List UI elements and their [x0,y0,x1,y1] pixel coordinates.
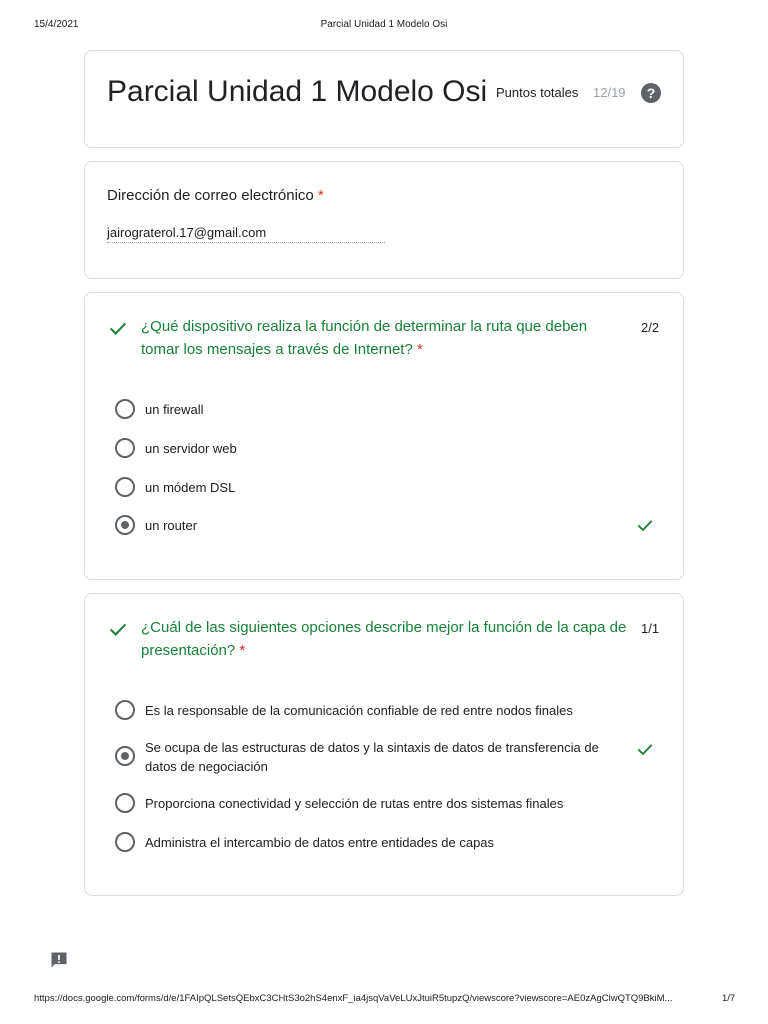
feedback-icon[interactable] [49,950,69,970]
option-label: Administra el intercambio de datos entre entidades de capas [145,835,495,850]
form-title-card [84,50,684,148]
option-label: Es la responsable de la comunicación confiable de red entre nodos finales [145,703,573,718]
total-points-label: Puntos totales [496,85,579,100]
radio-selected-icon[interactable] [115,515,135,535]
email-card [84,161,684,279]
option-label: Proporciona conectividad y selección de rutas entre dos sistemas finales [145,796,564,811]
page-number: 1/7 [722,993,736,1004]
print-title: Parcial Unidad 1 Modelo Osi [320,19,448,30]
radio-icon[interactable] [115,477,135,497]
correct-check-icon [107,317,129,339]
required-asterisk: * [416,341,423,358]
question-title-line1: ¿Cuál de las siguientes opciones describe mejor la función de la capa de [141,619,627,636]
print-date: 15/4/2021 [34,19,79,30]
question-score: 2/2 [641,320,660,335]
question-title [141,616,641,662]
radio-icon[interactable] [115,793,135,813]
question-score: 1/1 [641,621,660,636]
option-label: Se ocupa de las estructuras de datos y la sintaxis de datos de transferencia de datos de negociación [145,740,599,774]
print-header [0,19,768,33]
radio-icon[interactable] [115,399,135,419]
option-label: un módem DSL [145,480,236,495]
total-points-value: 12/19 [593,85,626,100]
correct-check-icon [107,618,129,640]
radio-icon[interactable] [115,700,135,720]
correct-check-icon [635,739,655,759]
option-label: un servidor web [145,441,237,456]
question-title [141,315,641,361]
question-title-line2: tomar los mensajes a través de Internet? [141,341,413,358]
correct-check-icon [635,515,655,535]
option-label: un router [145,518,198,533]
help-icon[interactable]: ? [641,83,661,103]
option-label: un firewall [145,402,204,417]
question-card-2 [84,593,684,896]
question-title-line2: presentación? [141,642,236,659]
question-card-1 [84,292,684,580]
question-title-line1: ¿Qué dispositivo realiza la función de determinar la ruta que deben [141,318,588,335]
radio-icon[interactable] [115,438,135,458]
email-field[interactable]: jairograterol.17@gmail.com [107,225,385,243]
radio-selected-icon[interactable] [115,746,135,766]
form-title: Parcial Unidad 1 Modelo Osi [107,75,488,108]
page-url: https://docs.google.com/forms/d/e/1FAIpQLSetsQEbxC3CHtS3o2hS4enxF_ia4jsqVaVeLUxJtuiR5tupzQ/viewscore?viewscore=AE0zAgClwQTQ9BkiM... [34,993,673,1004]
radio-icon[interactable] [115,832,135,852]
email-label-text: Dirección de correo electrónico [107,187,314,204]
required-asterisk: * [239,642,246,659]
required-asterisk: * [317,187,324,204]
email-label [107,187,324,204]
